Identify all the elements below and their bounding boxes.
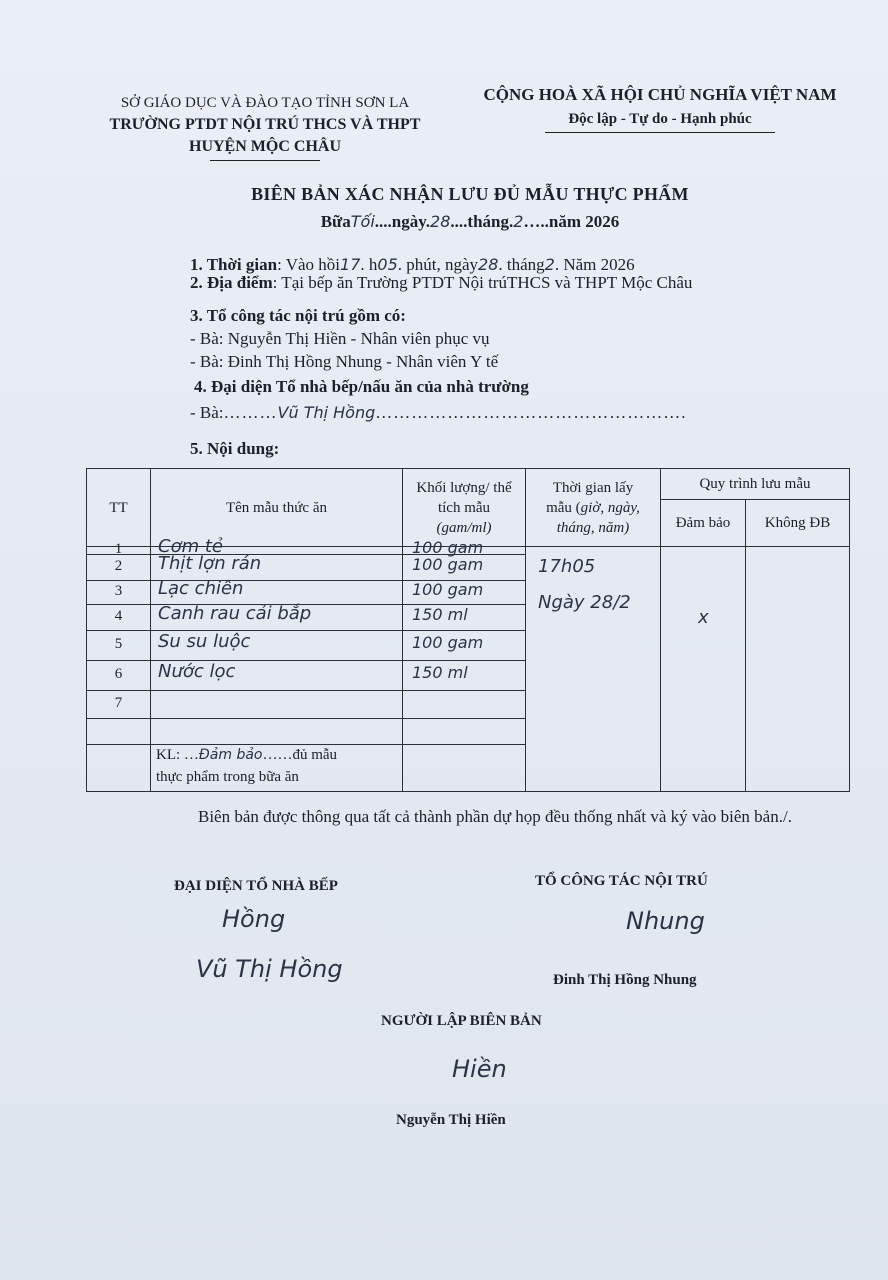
- school-name-line1: TRƯỜNG PTDT NỘI TRÚ THCS VÀ THPT: [109, 116, 421, 133]
- ok-column: [660, 546, 746, 792]
- time-text-4: . tháng: [498, 255, 545, 274]
- header-time-line1: Thời gian lấy: [552, 479, 634, 496]
- section-team-label: 3. Tổ công tác nội trú gồm có:: [190, 306, 406, 325]
- boarding-signature-heading: TỔ CÔNG TÁC NỘI TRÚ: [535, 873, 708, 889]
- not-ok-column: [745, 546, 850, 792]
- section-content-label: 5. Nội dung:: [190, 439, 280, 458]
- boarding-signature: Nhung: [626, 907, 705, 935]
- row-food-name: Nước lọc: [158, 661, 236, 682]
- maker-signature: Hiền: [452, 1055, 507, 1083]
- header-mass-line3: (gam/ml): [436, 519, 492, 536]
- row-tt: 5: [114, 636, 123, 652]
- school-name-line2: HUYỆN MỘC CHÂU: [189, 138, 341, 155]
- sample-date-handwritten: Ngày 28/2: [538, 592, 631, 613]
- kitchen-rep-line: [190, 402, 687, 424]
- row-divider: [86, 660, 526, 661]
- conclusion-prefix: KL: …: [156, 747, 199, 763]
- meal-label: Bữa: [320, 212, 351, 231]
- location-text: : Tại bếp ăn Trường PTDT Nội trúTHCS và THPT Mộc Châu: [272, 273, 693, 292]
- time-hour-handwritten: 17: [340, 255, 361, 274]
- header-mass: [402, 468, 526, 547]
- row-tt: 4: [114, 608, 123, 624]
- kitchen-rep-dots-2: …………………………………………….: [375, 403, 687, 422]
- document-title: BIÊN BẢN XÁC NHẬN LƯU ĐỦ MẪU THỰC PHẨM: [251, 184, 689, 204]
- agency-header: [70, 92, 460, 161]
- row-tt: 1: [114, 541, 123, 557]
- row-mass: 150 ml: [412, 605, 468, 624]
- row-food-name: Canh rau cải bắp: [158, 603, 312, 624]
- conclusion-handwritten: Đảm bảo: [198, 747, 263, 763]
- header-tt: TT: [86, 468, 151, 547]
- row-divider: [86, 630, 526, 631]
- time-text-2: . h: [360, 255, 378, 274]
- time-day-handwritten: 28: [478, 255, 499, 274]
- conclusion-line1: [156, 744, 337, 766]
- conclusion-line2: thực phẩm trong bữa ăn: [156, 769, 299, 785]
- maker-name: Nguyễn Thị Hiền: [396, 1112, 506, 1128]
- meal-handwritten: Tối: [350, 212, 375, 231]
- row-tt: 7: [114, 695, 123, 711]
- maker-signature-heading: NGƯỜI LẬP BIÊN BẢN: [381, 1013, 542, 1029]
- header-ok: Đảm bảo: [660, 499, 746, 547]
- header-sample-time: [525, 468, 661, 547]
- time-text-1: : Vào hồi: [277, 255, 341, 274]
- section-time-label: 1. Thời gian: [190, 255, 278, 274]
- row-divider: [86, 690, 526, 691]
- kitchen-signature-heading: ĐẠI DIỆN TỔ NHÀ BẾP: [174, 878, 338, 894]
- row-tt: 6: [114, 666, 123, 682]
- national-header: [460, 82, 860, 133]
- kitchen-signature-2: Vũ Thị Hồng: [196, 955, 343, 983]
- row-mass: 150 ml: [412, 663, 468, 682]
- row-food-name: Lạc chiên: [158, 578, 244, 599]
- header-mass-line2: tích mẫu: [437, 499, 491, 516]
- team-member-2: - Bà: Đinh Thị Hồng Nhung - Nhân viên Y tế: [190, 352, 499, 371]
- row-mass: 100 gam: [412, 555, 484, 574]
- header-underline: [210, 160, 320, 161]
- row-food-name: Su su luộc: [158, 631, 251, 652]
- meal-day-label: ....ngày.: [374, 212, 431, 231]
- section-kitchen-label: 4. Đại diện Tổ nhà bếp/nấu ăn của nhà trường: [194, 377, 529, 396]
- row-mass: 100 gam: [412, 538, 484, 557]
- section-location: [190, 272, 692, 294]
- meal-year-label: …..năm 2026: [523, 212, 620, 231]
- header-time-line2: [546, 498, 640, 518]
- kitchen-signature-1: Hồng: [222, 905, 286, 933]
- row-mass: 100 gam: [412, 633, 484, 652]
- time-text-5: . Năm 2026: [554, 255, 635, 274]
- row-tt: 3: [114, 583, 123, 599]
- meal-month-label: ....tháng.: [450, 212, 514, 231]
- header-procedure: Quy trình lưu mẫu: [660, 468, 850, 500]
- boarding-signer-name: Đinh Thị Hồng Nhung: [553, 972, 697, 988]
- header-mass-line1: Khối lượng/ thể: [416, 479, 512, 496]
- kitchen-rep-prefix: - Bà:: [190, 403, 224, 422]
- row-food-name: Cơm tẻ: [158, 536, 223, 557]
- time-column: [525, 546, 661, 792]
- department-name: SỞ GIÁO DỤC VÀ ĐÀO TẠO TỈNH SƠN LA: [120, 95, 410, 111]
- sample-time-handwritten: 17h05: [538, 556, 596, 577]
- row-tt: 2: [114, 558, 123, 574]
- kitchen-rep-dots-1: ………: [223, 403, 278, 422]
- conclusion-cell: [156, 744, 337, 788]
- section-location-label: 2. Địa điểm: [190, 273, 273, 292]
- header-food-name: Tên mẫu thức ăn: [150, 468, 403, 547]
- row-food-name: Thịt lợn rán: [158, 553, 262, 574]
- conclusion-suffix: ……đủ mẫu: [262, 747, 338, 763]
- kitchen-rep-handwritten: Vũ Thị Hồng: [277, 403, 376, 422]
- row-divider: [86, 718, 526, 719]
- header-time-line2a: mẫu (: [546, 499, 581, 516]
- time-text-3: . phút, ngày: [397, 255, 479, 274]
- meal-month-handwritten: 2: [513, 212, 524, 231]
- header-time-line3: tháng, năm): [556, 519, 630, 536]
- time-month-handwritten: 2: [544, 255, 555, 274]
- ok-check-mark: x: [698, 607, 709, 628]
- closing-statement: Biên bản được thông qua tất cả thành phần dự họp đều thống nhất và ký vào biên bản./.: [198, 807, 792, 826]
- row-mass: 100 gam: [412, 580, 484, 599]
- national-motto: Độc lập - Tự do - Hạnh phúc: [568, 111, 752, 127]
- team-member-1: - Bà: Nguyễn Thị Hiền - Nhân viên phục vụ: [190, 329, 490, 348]
- header-time-line2b: giờ, ngày,: [580, 499, 640, 516]
- motto-underline: [545, 132, 775, 133]
- header-not-ok: Không ĐB: [745, 499, 850, 547]
- food-sample-table: [86, 468, 850, 792]
- republic-name: CỘNG HOÀ XÃ HỘI CHỦ NGHĨA VIỆT NAM: [483, 85, 837, 104]
- time-minute-handwritten: 05: [377, 255, 398, 274]
- meal-line: [150, 212, 790, 232]
- meal-day-handwritten: 28: [430, 212, 451, 231]
